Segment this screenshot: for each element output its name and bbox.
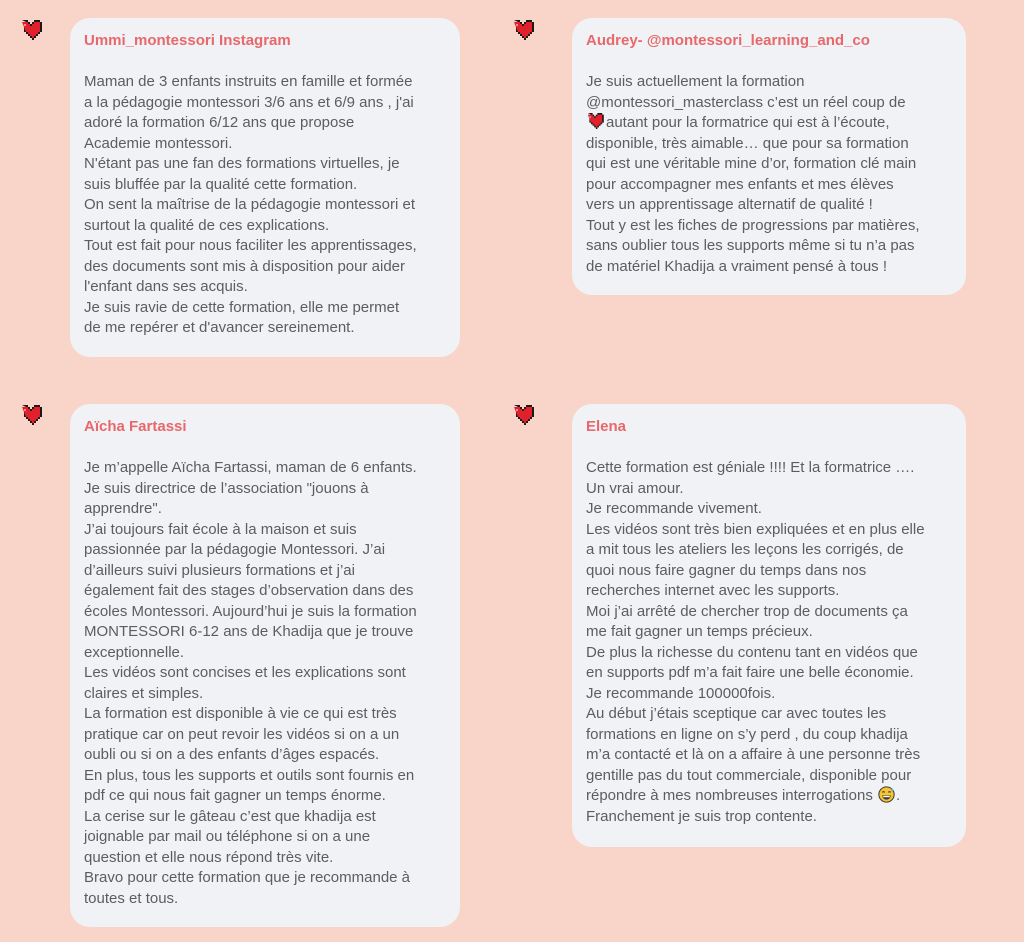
text-line [586,113,956,134]
heart-icon [20,20,42,40]
line-end-suffix: . [896,787,901,804]
text-line: Je m’appelle Aïcha Fartassi, maman de 6 enfants. [84,459,417,476]
text-line: oubli ou si on a des enfants d’âges espacés. [84,746,380,763]
text-line: sans oublier tous les supports même si tu n’a pas [586,237,915,254]
text-line: @montessori_masterclass c’est un réel coup de [586,93,906,111]
text-line: joignable par mail ou téléphone si on a une [84,828,371,845]
text-line: N'étant pas une fan des formations virtuelles, je [84,155,400,172]
text-line: également fait des stages d’observation dans des [84,582,414,599]
text-line: Academie montessori. [84,134,233,152]
text-line: adoré la formation 6/12 ans que propose [84,114,355,131]
text-line: En plus, tous les supports et outils sont fournis en [84,766,415,784]
author-name: Ummi_montessori Instagram [84,32,291,49]
author-name: Elena [586,418,627,435]
text-line: disponible, très aimable… que pour sa formation [586,134,909,152]
text-line: recherches internet avec les supports. [586,582,840,599]
testimonial-text [586,458,956,827]
text-line: qui est une véritable mine d’or, formation clé main [586,155,917,172]
testimonial-text [84,72,450,339]
text-line: a mit tous les ateliers les leçons les corrigés, de [586,541,904,558]
text-line: La cerise sur le gâteau c’est que khadija est [84,807,376,825]
text-line: l'enfant dans ses acquis. [84,278,248,295]
text-line: exceptionnelle. [84,643,185,661]
text-line: Les vidéos sont concises et les explications sont [84,664,406,681]
text-line: de matériel Khadija a vraiment pensé à tous ! [586,257,888,275]
text-line: quoi nous faire gagner du temps dans nos [586,561,867,579]
text-line: de me repérer et d'avancer sereinement. [84,319,355,336]
text-line: gentille pas du tout commerciale, disponible pour [586,766,912,784]
text-line: question et elle nous répond très vite. [84,848,334,866]
text-line: pour accompagner mes enfants et mes élèves [586,175,894,193]
text-line: Je recommande vivement. [586,500,762,517]
text-line [586,786,956,807]
text-line: Je recommande 100000fois. [586,684,776,702]
testimonial-bubble [572,404,966,847]
text-line: MONTESSORI 6-12 ans de Khadija que je trouve [84,623,414,640]
red-heart-emoji-icon [586,113,604,129]
text-line-content: répondre à mes nombreuses interrogations [586,787,873,804]
text-line: pratique car on peut revoir les vidéos si on a un [84,725,400,743]
text-line: d’ailleurs suivi plusieurs formations et j’ai [84,561,355,579]
testimonial-bubble [70,404,460,927]
text-line: pdf ce qui nous fait gagner un temps énorme. [84,787,386,804]
text-line: a la pédagogie montessori 3/6 ans et 6/9 ans , j'ai [84,93,414,111]
heart-icon [512,405,534,425]
text-line: Je suis directrice de l’association "jouons à [84,479,369,497]
heart-icon [512,20,534,40]
text-line: me fait gagner un temps précieux. [586,623,813,640]
testimonial-bubble [572,18,966,295]
text-line: formations en ligne on s’y perd , du coup khadija [586,725,908,743]
text-line: des documents sont mis à disposition pour aider [84,257,406,275]
text-line: Un vrai amour. [586,479,684,497]
text-line: en supports pdf m’a fait faire une belle économie. [586,664,914,681]
text-line: La formation est disponible à vie ce qui est très [84,705,397,722]
text-line: suis bluffée par la qualité cette formation. [84,175,358,193]
text-line: On sent la maîtrise de la pédagogie montessori et [84,196,416,213]
text-line: Au début j’étais sceptique car avec toutes les [586,705,887,722]
text-line: Franchement je suis trop contente. [586,807,817,825]
heart-icon [20,405,42,425]
text-line: vers un apprentissage alternatif de qualité ! [586,196,873,213]
author-name: Aïcha Fartassi [84,418,187,435]
text-line: écoles Montessori. Aujourd’hui je suis la formation [84,602,417,620]
text-line: Tout est fait pour nous faciliter les apprentissages, [84,237,417,254]
text-line: Tout y est les fiches de progressions par matières, [586,216,920,234]
grinning-sweat-face-icon [878,786,895,803]
text-line: surtout la qualité de ces explications. [84,216,330,234]
text-line: Je suis ravie de cette formation, elle me permet [84,298,400,316]
text-line: passionnée par la pédagogie Montessori. J’ai [84,541,386,558]
testimonial-text [586,72,956,277]
testimonial-text [84,458,450,909]
text-line: toutes et tous. [84,889,179,907]
text-line: Bravo pour cette formation que je recommande à [84,869,411,886]
text-line: J’ai toujours fait école à la maison et suis [84,520,357,538]
author-name: Audrey- @montessori_learning_and_co [586,32,870,49]
text-line: De plus la richesse du contenu tant en vidéos que [586,643,918,661]
text-line: Les vidéos sont très bien expliquées et en plus elle [586,520,925,538]
text-line: Je suis actuellement la formation [586,73,805,90]
testimonial-bubble [70,18,460,357]
text-line: m’a contacté et là on a affaire à une personne très [586,746,921,763]
text-line: claires et simples. [84,684,204,702]
text-line: apprendre". [84,500,162,517]
text-line: Moi j’ai arrêté de chercher trop de documents ça [586,602,908,620]
text-line: Maman de 3 enfants instruits en famille et formée [84,73,413,90]
text-line: Cette formation est géniale !!!! Et la formatrice …. [586,459,915,476]
text-line-content: autant pour la formatrice qui est à l’écoute, [606,114,890,131]
